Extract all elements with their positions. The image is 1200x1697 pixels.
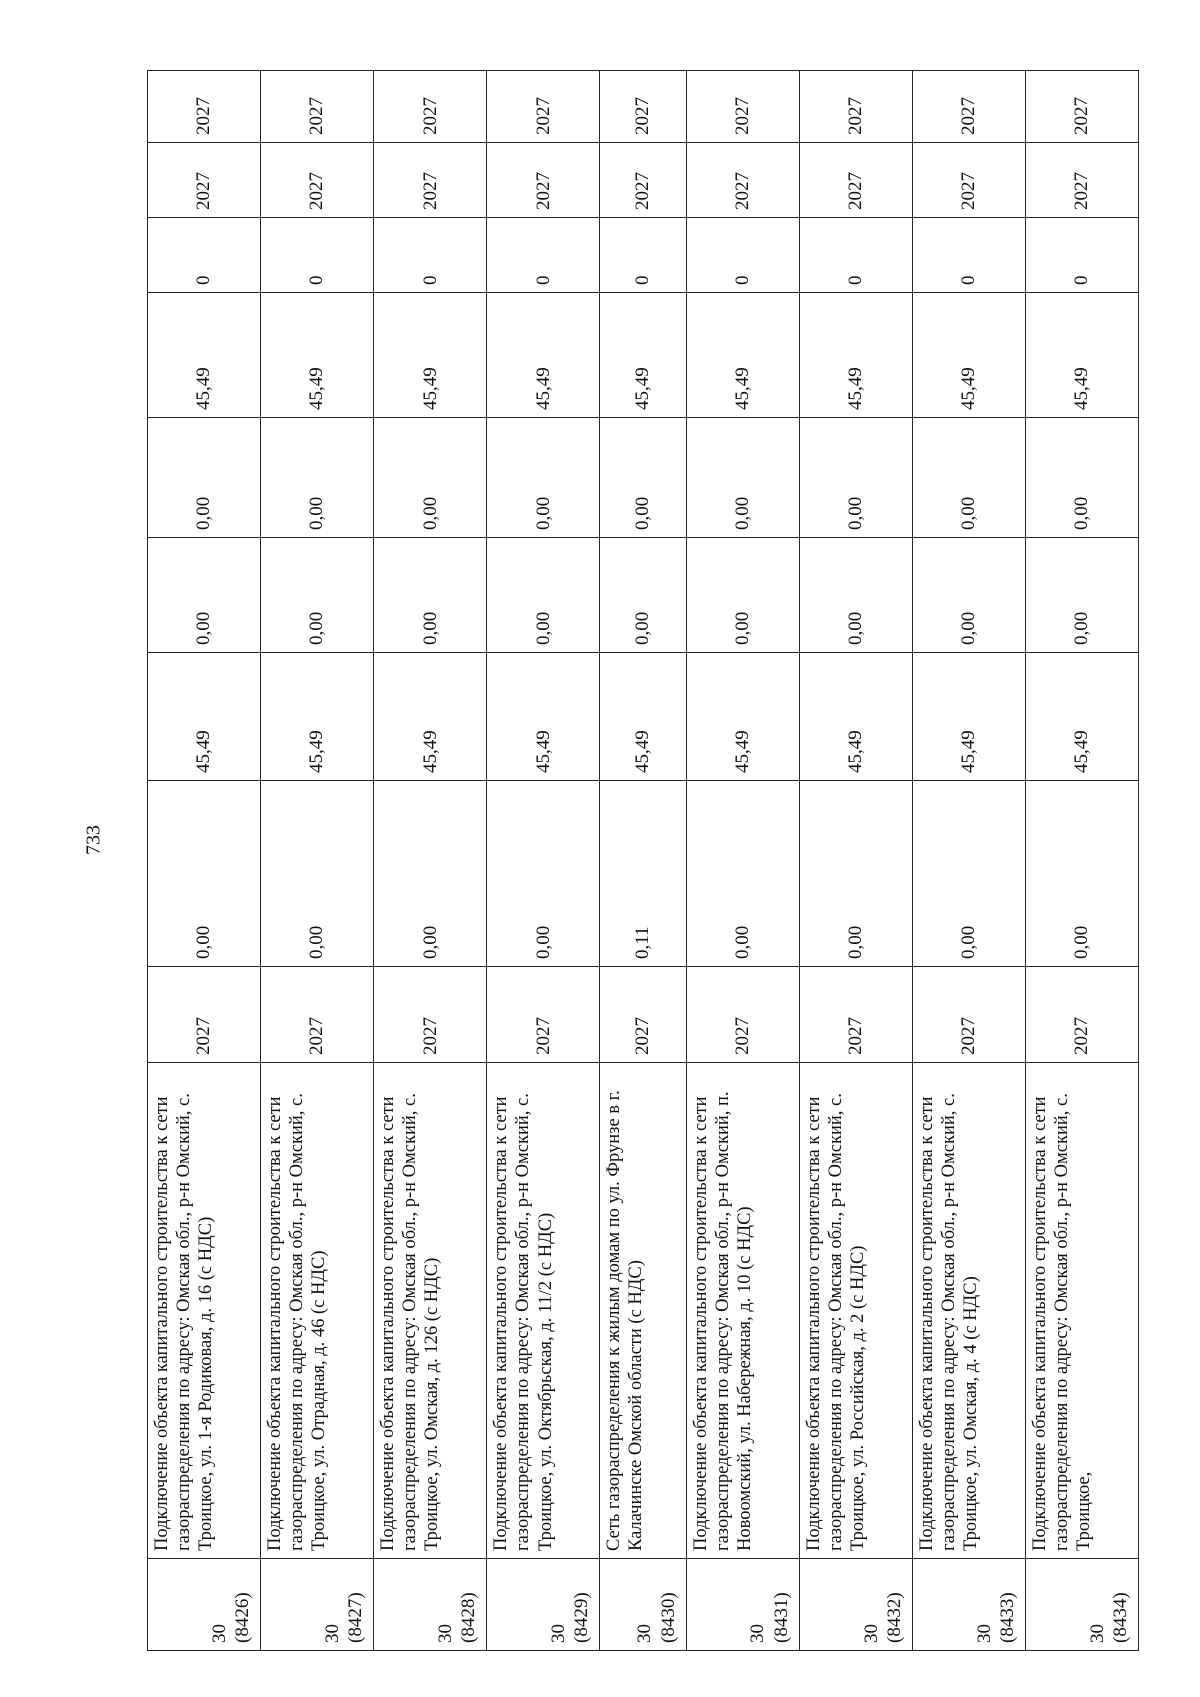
table-container — [147, 71, 1139, 1651]
value-cell: 45,49 — [487, 293, 600, 418]
value-cell: 0,00 — [374, 538, 487, 653]
value-cell: 0,00 — [1025, 538, 1138, 653]
project-name-cell: Подключение объекта капитального строительства к сети газораспределения по адресу: Омская обл., р-н Омский, с. Троицкое, ул. Октябрьская, д. 11/2 (с НДС) — [487, 1063, 600, 1559]
value-cell: 45,49 — [600, 653, 687, 781]
value-cell: 0 — [600, 218, 687, 293]
year-cell: 2027 — [600, 143, 687, 218]
table-row — [148, 71, 261, 1651]
start-year-cell: 2027 — [261, 967, 374, 1063]
year-cell: 2027 — [799, 143, 912, 218]
value-cell: 0,00 — [799, 781, 912, 967]
value-cell: 0 — [686, 218, 799, 293]
table-body — [148, 71, 1139, 1651]
project-name-cell: Подключение объекта капитального строительства к сети газораспределения по адресу: Омская обл., р-н Омский, с. Троицкое, ул. Омская, д. 4 (с НДС) — [912, 1063, 1025, 1559]
table-row — [261, 71, 374, 1651]
value-cell: 0,00 — [374, 418, 487, 538]
table-row — [374, 71, 487, 1651]
year-cell: 2027 — [261, 71, 374, 143]
start-year-cell: 2027 — [374, 967, 487, 1063]
project-name-cell: Подключение объекта капитального строительства к сети газораспределения по адресу: Омская обл., р-н Омский, с. Троицкое, ул. Российская, д. 2 (с НДС) — [799, 1063, 912, 1559]
row-id-cell: 30 (8426) — [148, 1559, 261, 1651]
page-number-text: 733 — [82, 825, 105, 855]
page-number — [79, 815, 109, 865]
start-year-cell: 2027 — [487, 967, 600, 1063]
year-cell: 2027 — [487, 71, 600, 143]
row-id-cell: 30 (8432) — [799, 1559, 912, 1651]
value-cell: 45,49 — [487, 653, 600, 781]
project-name-cell: Подключение объекта капитального строительства к сети газораспределения по адресу: Омская обл., р-н Омский, с. Троицкое, ул. Отрадная, д. 46 (с НДС) — [261, 1063, 374, 1559]
start-year-cell: 2027 — [686, 967, 799, 1063]
value-cell: 45,49 — [1025, 653, 1138, 781]
year-cell: 2027 — [912, 143, 1025, 218]
table-row — [600, 71, 687, 1651]
year-cell: 2027 — [261, 143, 374, 218]
value-cell: 0,00 — [912, 538, 1025, 653]
project-name-cell: Подключение объекта капитального строительства к сети газораспределения по адресу: Омская обл., р-н Омский, п. Новоомский, ул. Набережная, д. 10 (с НДС) — [686, 1063, 799, 1559]
value-cell: 45,49 — [686, 293, 799, 418]
project-name-cell: Подключение объекта капитального строительства к сети газораспределения по адресу: Омская обл., р-н Омский, с. Троицкое, ул. 1-я Родиковая, д. 16 (с НДС) — [148, 1063, 261, 1559]
value-cell: 0,00 — [261, 538, 374, 653]
value-cell: 45,49 — [912, 653, 1025, 781]
value-cell: 0,00 — [487, 781, 600, 967]
value-cell: 45,49 — [799, 293, 912, 418]
row-id-cell: 30 (8427) — [261, 1559, 374, 1651]
value-cell: 0,00 — [686, 418, 799, 538]
value-cell: 45,49 — [261, 293, 374, 418]
value-cell: 0,00 — [374, 781, 487, 967]
value-cell: 0,00 — [261, 418, 374, 538]
value-cell: 45,49 — [912, 293, 1025, 418]
value-cell: 45,49 — [686, 653, 799, 781]
value-cell: 0,00 — [1025, 418, 1138, 538]
value-cell: 45,49 — [600, 293, 687, 418]
value-cell: 0,00 — [487, 538, 600, 653]
value-cell: 0,00 — [148, 418, 261, 538]
value-cell: 45,49 — [799, 653, 912, 781]
row-id-cell: 30 (8430) — [600, 1559, 687, 1651]
value-cell: 0 — [912, 218, 1025, 293]
value-cell: 0 — [261, 218, 374, 293]
start-year-cell: 2027 — [912, 967, 1025, 1063]
year-cell: 2027 — [148, 71, 261, 143]
year-cell: 2027 — [912, 71, 1025, 143]
table-row — [686, 71, 799, 1651]
year-cell: 2027 — [374, 143, 487, 218]
investment-table — [147, 70, 1139, 1651]
year-cell: 2027 — [148, 143, 261, 218]
project-name-cell: Подключение объекта капитального строительства к сети газораспределения по адресу: Омская обл., р-н Омский, с. Троицкое, ул. Омская, д. 126 (с НДС) — [374, 1063, 487, 1559]
row-id-cell: 30 (8431) — [686, 1559, 799, 1651]
project-name-cell: Сеть газораспределения к жилым домам по ул. Фрунзе в г. Калачинске Омской области (с НДС) — [600, 1063, 687, 1559]
value-cell: 0,00 — [1025, 781, 1138, 967]
row-id-cell: 30 (8433) — [912, 1559, 1025, 1651]
value-cell: 0,11 — [600, 781, 687, 967]
value-cell: 0,00 — [799, 538, 912, 653]
value-cell: 0,00 — [912, 781, 1025, 967]
value-cell: 0,00 — [148, 538, 261, 653]
value-cell: 0,00 — [686, 538, 799, 653]
table-row — [912, 71, 1025, 1651]
value-cell: 0,00 — [487, 418, 600, 538]
value-cell: 0,00 — [261, 781, 374, 967]
value-cell: 0,00 — [600, 538, 687, 653]
value-cell: 45,49 — [261, 653, 374, 781]
value-cell: 0 — [374, 218, 487, 293]
value-cell: 45,49 — [374, 653, 487, 781]
value-cell: 0,00 — [799, 418, 912, 538]
value-cell: 45,49 — [148, 653, 261, 781]
year-cell: 2027 — [600, 71, 687, 143]
value-cell: 0 — [148, 218, 261, 293]
year-cell: 2027 — [799, 71, 912, 143]
value-cell: 45,49 — [374, 293, 487, 418]
year-cell: 2027 — [1025, 143, 1138, 218]
start-year-cell: 2027 — [600, 967, 687, 1063]
value-cell: 0 — [487, 218, 600, 293]
table-row — [487, 71, 600, 1651]
year-cell: 2027 — [1025, 71, 1138, 143]
start-year-cell: 2027 — [799, 967, 912, 1063]
year-cell: 2027 — [487, 143, 600, 218]
value-cell: 45,49 — [1025, 293, 1138, 418]
value-cell: 45,49 — [148, 293, 261, 418]
value-cell: 0 — [799, 218, 912, 293]
row-id-cell: 30 (8434) — [1025, 1559, 1138, 1651]
year-cell: 2027 — [686, 143, 799, 218]
row-id-cell: 30 (8428) — [374, 1559, 487, 1651]
year-cell: 2027 — [686, 71, 799, 143]
table-row — [1025, 71, 1138, 1651]
value-cell: 0,00 — [686, 781, 799, 967]
start-year-cell: 2027 — [148, 967, 261, 1063]
row-id-cell: 30 (8429) — [487, 1559, 600, 1651]
start-year-cell: 2027 — [1025, 967, 1138, 1063]
year-cell: 2027 — [374, 71, 487, 143]
value-cell: 0,00 — [912, 418, 1025, 538]
table-row — [799, 71, 912, 1651]
value-cell: 0 — [1025, 218, 1138, 293]
value-cell: 0,00 — [600, 418, 687, 538]
project-name-cell: Подключение объекта капитального строительства к сети газораспределения по адресу: Омская обл., р-н Омский, с. Троицкое, — [1025, 1063, 1138, 1559]
value-cell: 0,00 — [148, 781, 261, 967]
